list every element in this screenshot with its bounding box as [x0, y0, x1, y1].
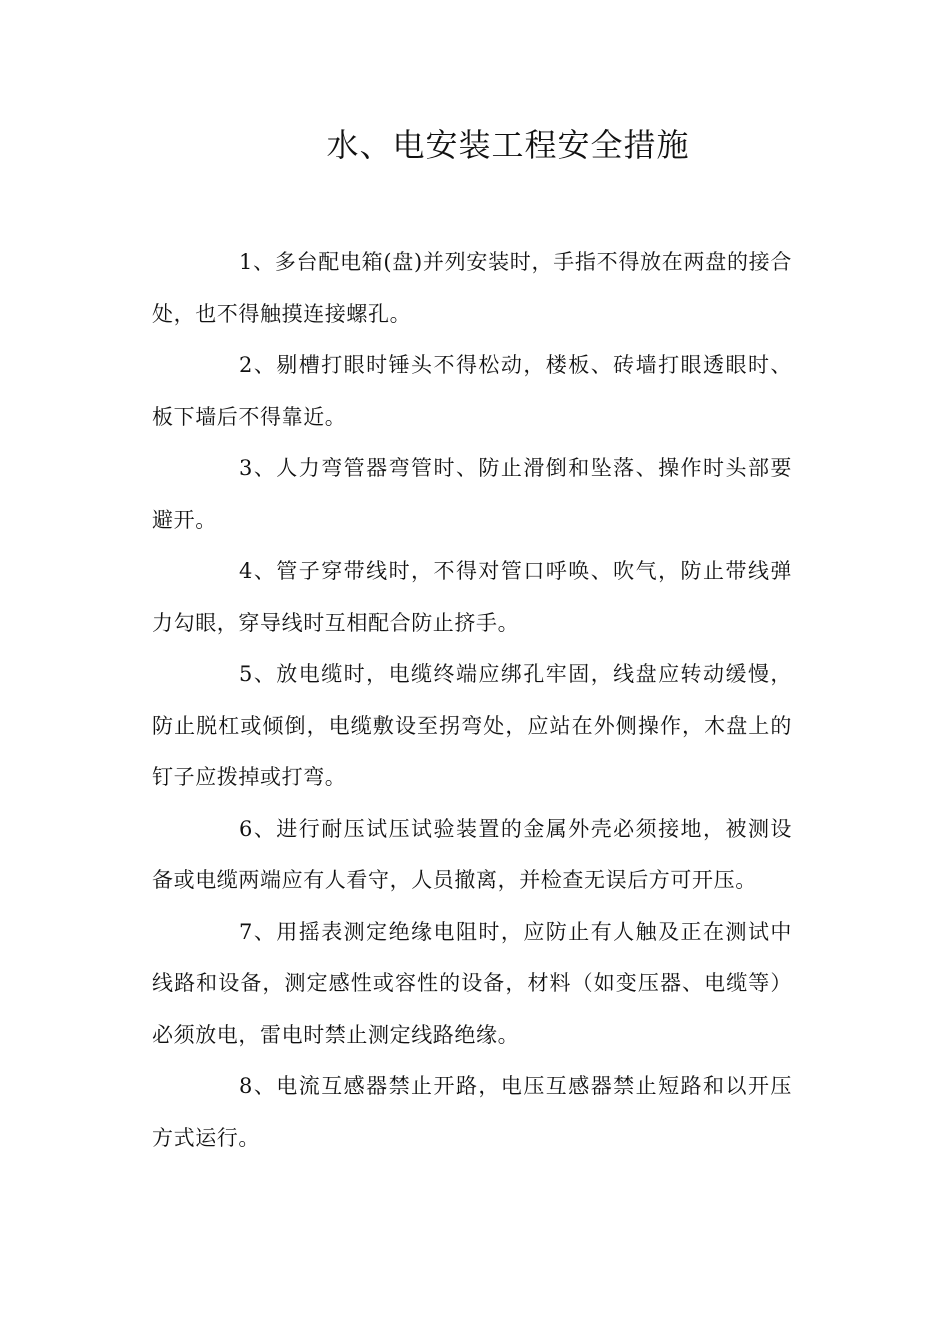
safety-item-8: 8、电流互感器禁止开路，电压互感器禁止短路和以开压方式运行。 — [152, 1074, 792, 1150]
document-body — [152, 237, 792, 1164]
safety-item-1: 1、多台配电箱(盘)并列安装时，手指不得放在两盘的接合处，也不得触摸连接螺孔。 — [152, 250, 792, 326]
safety-item-6: 6、进行耐压试压试验装置的金属外壳必须接地，被测设备或电缆两端应有人看守，人员撤离，并检查无误后方可开压。 — [152, 816, 792, 892]
safety-item-4: 4、管子穿带线时，不得对管口呼唤、吹气，防止带线弹力勾眼，穿导线时互相配合防止挤手。 — [152, 559, 792, 635]
safety-item-5: 5、放电缆时，电缆终端应绑孔牢固，线盘应转动缓慢，防止脱杠或倾倒，电缆敷设至拐弯处，应站在外侧操作，木盘上的钉子应拨掉或打弯。 — [152, 662, 792, 789]
safety-item-3: 3、人力弯管器弯管时、防止滑倒和坠落、操作时头部要避开。 — [152, 456, 792, 532]
safety-item-7: 7、用摇表测定绝缘电阻时，应防止有人触及正在测试中线路和设备，测定感性或容性的设备，材料（如变压器、电缆等）必须放电，雷电时禁止测定线路绝缘。 — [152, 919, 792, 1047]
safety-item-2: 2、剔槽打眼时锤头不得松动，楼板、砖墙打眼透眼时、板下墙后不得靠近。 — [152, 353, 792, 429]
document-title: 水、电安装工程安全措施 — [326, 126, 690, 164]
